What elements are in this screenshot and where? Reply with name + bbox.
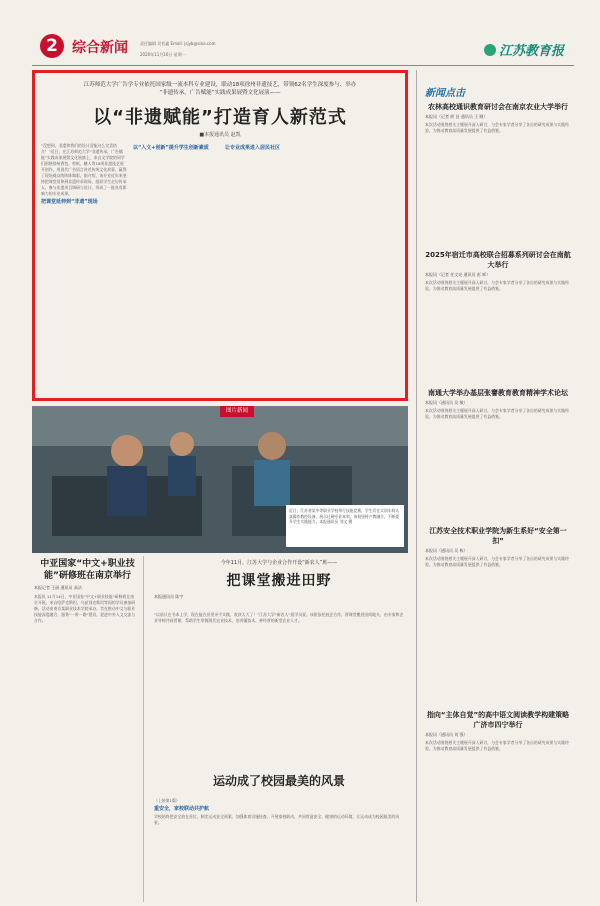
sidebar-heading: 新闻点击	[425, 84, 465, 99]
main-headline: 把课堂搬进田野	[226, 573, 332, 589]
sidebar-item-byline: 本报讯（通讯员 吴 敏）	[425, 400, 468, 405]
section-title: 综合新闻	[72, 40, 128, 56]
lead-kicker-2: “非遗传承，广告赋能”实践成果展暨文化展演——	[159, 90, 281, 96]
bottom-subhead: 重安全，家校联动共护航	[154, 806, 210, 812]
lead-kicker-1: 江苏师范大学广告学专业依托国家级一流本科专业建设，联动18项徐州非遗技艺，带领62名学生深度参与、举办	[83, 82, 357, 88]
sidebar-item[interactable]	[425, 388, 571, 518]
sidebar-item[interactable]	[425, 250, 571, 390]
sidebar-item-byline: 本报讯（记者 阿 昌 通讯员 王 顺）	[425, 114, 488, 119]
lead-byline: ■本报通讯员 赵凯	[199, 132, 241, 138]
main-kicker: 今年11月，江苏大学与企业合作开设“新农人”班——	[220, 560, 338, 566]
lead-headline: 以“非遗赋能”打造育人新范式	[93, 107, 347, 128]
sidebar-item-body: 本次活动围绕相关主题展开深入研讨，与会专家学者分享了各自的研究成果与实践经验，为推动教育高质量发展提供了有益借鉴。	[425, 556, 569, 567]
sidebar-item-title: 江苏安全技术职业学院为新生系好“安全第一扣”	[429, 527, 567, 545]
issue-date: 2020年11月16日 星期一	[140, 52, 186, 57]
newspaper-logo	[484, 40, 564, 59]
sidebar	[416, 70, 574, 902]
logo-text: 江苏教育报	[498, 44, 564, 59]
sidebar-item-title: 南通大学举办基层张謇教育教育精神学术论坛	[428, 389, 568, 397]
left-article[interactable]	[32, 556, 144, 902]
middle-articles	[150, 556, 408, 902]
lead-subhead-2: 以“入文+创新”提升学生创新素质	[133, 145, 209, 151]
sidebar-item-byline: 本报讯（通讯员 吴 栋）	[425, 548, 468, 553]
page-header	[32, 32, 574, 66]
left-body: 本报讯 11月14日，中亚国家“中文+职业技能”研修班在南京开班。来自哈萨克斯坦、乌兹别克斯坦等国的学员参加研修。活动由南京某职业技术学院承办，旨在推动中文与职业技能深度融合，服务“一带一路”建设，促进中外人文交流与合作。	[34, 594, 136, 623]
lead-column-3	[225, 143, 311, 398]
left-byline: 本报记者 王丽 通讯员 高洁	[34, 585, 82, 590]
bottom-headline: 运动成了校园最美的风景	[212, 774, 345, 788]
page-number: 2	[40, 34, 64, 58]
sidebar-item-byline: 本报讯（通讯员 刘 强）	[425, 732, 468, 737]
photo-news-label: 图片新闻	[220, 406, 254, 417]
sidebar-item[interactable]	[425, 526, 571, 666]
sidebar-item[interactable]	[425, 710, 571, 880]
main-body: “以前只在书本上学，现在能在田里亲手实践，收获太大了！”江苏大学“新农人”班学员说。该班依托校企合作，将课堂搬进田间地头，由专家和企业导师共同授课，帮助学生掌握现代农业技术，培养懂技术、善经营的新型农业人才。	[154, 612, 404, 623]
lead-body: “没想到，非遗和我们的设计竟能这么完美结合！”近日，在江苏师范大学“非遗传承，广告赋能”实践成果展暨文化展演上，来自文学院的同学们围绕徐州香包、剪纸、糖人等18项非遗技艺展开创作，用现代广告语言讲述传统文化故事，赢得了现场观众的阵阵喝彩。据介绍，该专业近年来坚持把课堂延伸到非遗传承现场，组织学生走访传承人、参与非遗项目调研与设计，形成了一批具有影响力的专业成果。	[41, 143, 127, 196]
sidebar-item-byline: 本报讯（记者 任文亮 通讯员 彭 辉）	[425, 272, 491, 277]
lead-article[interactable]	[32, 70, 408, 401]
bottom-body: 学校始终把安全放在首位，制定运动安全预案，加强体育设施检查，开展家校联动，共同营造安全、健康的运动环境，让运动成为校园最美的风景。	[154, 814, 400, 825]
sidebar-item-body: 本次活动围绕相关主题展开深入研讨，与会专家学者分享了各自的研究成果与实践经验，为推动教育高质量发展提供了有益借鉴。	[425, 122, 569, 133]
bottom-source: （上接第1版）	[154, 798, 180, 803]
logo-icon	[484, 44, 496, 56]
editor-info: 责任编辑 吴若鑫 Email: jsjyb@sina.com	[140, 41, 216, 46]
main-byline: 本报通讯员 陈宇	[154, 594, 184, 599]
left-headline: 中亚国家“中文+职业技能”研修班在南京举行	[40, 559, 135, 581]
lead-column-2	[133, 143, 219, 398]
bottom-article[interactable]	[154, 798, 404, 898]
sidebar-item-title: 农林高校通识教育研讨会在南京农业大学举行	[428, 103, 568, 111]
lead-subhead-3: 让专业成果进入居民社区	[225, 145, 281, 151]
sidebar-item-body: 本次活动围绕相关主题展开深入研讨，与会专家学者分享了各自的研究成果与实践经验，为推动教育高质量发展提供了有益借鉴。	[425, 740, 569, 751]
sidebar-item-body: 本次活动围绕相关主题展开深入研讨，与会专家学者分享了各自的研究成果与实践经验，为推动教育高质量发展提供了有益借鉴。	[425, 280, 569, 291]
photo-caption: 近日，江苏省某中等职业学校举行技能竞赛，学生们在实训车间认真操作数控设备，展示过硬专业本领。该校坚持产教融合，不断提升学生实践能力。本报通讯员 刘文 摄	[286, 505, 404, 547]
lead-subhead-1: 把课堂延伸到“非遗”现场	[41, 199, 98, 205]
sidebar-item[interactable]	[425, 102, 571, 242]
sidebar-item-body: 本次活动围绕相关主题展开深入研讨，与会专家学者分享了各自的研究成果与实践经验，为推动教育高质量发展提供了有益借鉴。	[425, 408, 569, 419]
sidebar-item-title: 指向“主体自觉”的高中语文阅读教学构建策略广济市四宁举行	[426, 711, 570, 729]
lead-column-1	[41, 143, 127, 398]
sidebar-item-title: 2025年宿迁市高校联合招募系列研讨会在南航大举行	[425, 251, 571, 269]
